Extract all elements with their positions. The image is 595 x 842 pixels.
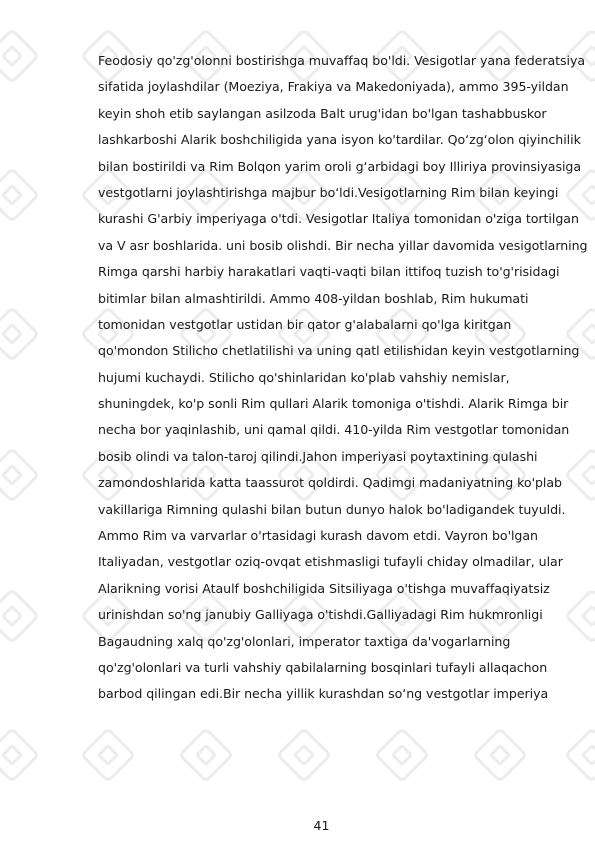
text-line: qo'zg'olonlari va turli vahshiy qabilalarning bosqinlari tufayli allaqachon [98,659,548,675]
text-line: necha bor yaqinlashib, uni qamal qildi. 410-yilda Rim vestgotlar tomonidan [98,422,570,438]
page-number: 41 [313,818,330,833]
text-line: sifatida joylashdilar (Moeziya, Frakiya va Makedoniyada), ammo 395-yildan [98,79,569,95]
text-line: vakillariga Rimning qulashi bilan butun dunyo halok bo'ladigandek tuyuldi. [98,501,566,517]
text-line: Ammo Rim va varvarlar o'rtasidagi kurash davom etdi. Vayron bo'lgan [98,528,538,544]
text-line: Rimga qarshi harbiy harakatlari vaqti-vaqti bilan ittifoq tuzish to'g'risidagi [98,264,560,280]
text-line: kurashi G'arbiy imperiyaga o'tdi. Vesigotlar Italiya tomonidan o'ziga tortilgan [98,211,579,227]
watermark-diamond-icon [0,727,40,784]
watermark-diamond-icon [0,28,40,85]
text-line: bilan bostirildi va Rim Bolqon yarim oroli g‘arbidagi boy Illiriya provinsiyasiga [98,158,582,174]
text-line: qo'mondon Stilicho chetlatilishi va uning qatl etilishidan keyin vestgotlarning [98,343,580,359]
watermark-diamond-icon [472,727,529,784]
text-line: Bagaudning xalq qo'zg'olonlari, imperator taxtiga da'vogarlarning [98,633,511,649]
watermark-diamond-icon [0,306,40,363]
text-line: barbod qilingan edi.Bir necha yillik kurashdan so‘ng vestgotlar imperiya [98,686,549,702]
watermark-diamond-icon [0,447,40,504]
text-line: hujumi kuchaydi. Stilicho qo'shinlaridan ko'plab vahshiy nemislar, [98,369,510,385]
body-text [98,48,595,708]
text-line: bosib olindi va talon-taroj qilindi.Jahon imperiyasi poytaxtining qulashi [98,448,538,464]
text-line: bitimlar bilan almashtirildi. Ammo 408-yildan boshlab, Rim hukumati [98,290,529,306]
watermark-diamond-icon [564,727,595,784]
watermark-diamond-icon [0,167,40,224]
text-line: va V asr boshlarida. uni bosib olishdi. Bir necha yillar davomida vesigotlarning [98,237,588,253]
text-line: urinishdan so'ng janubiy Galliyaga o'tishdi.Galliyadagi Rim hukmronligi [98,607,543,623]
text-line: vestgotlarni joylashtirishga majbur bo‘ldi.Vesigotlarning Rim bilan keyingi [98,184,559,200]
watermark-diamond-icon [80,727,137,784]
text-line: Italiyadan, vestgotlar oziq-ovqat etishmasligi tufayli chiday olmadilar, ular [98,554,563,570]
watermark-diamond-icon [178,727,235,784]
text-line: keyin shoh etib saylangan asilzoda Balt urug'idan bo'lgan tashabbuskor [98,105,547,121]
text-line: shuningdek, ko'p sonli Rim qullari Alarik tomoniga o'tishdi. Alarik Rimga bir [98,396,569,412]
text-line: tomonidan vestgotlar ustidan bir qator g'alabalarni qo'lga kiritgan [98,316,512,332]
watermark-diamond-icon [0,588,40,645]
text-line: Alarikning vorisi Ataulf boshchiligida Sitsiliyaga o'tishga muvaffaqiyatsiz [98,580,550,596]
watermark-diamond-icon [276,727,333,784]
text-line: lashkarboshi Alarik boshchiligida yana isyon ko'tardilar. Qo‘zg‘olon qiyinchilik [98,132,581,148]
text-line: Feodosiy qo'zg'olonni bostirishga muvaffaq bo'ldi. Vesigotlar yana federatsiya [98,53,586,68]
text-line: zamondoshlarida katta taassurot qoldirdi. Qadimgi madaniyatning ko'plab [98,475,562,491]
watermark-diamond-icon [374,727,431,784]
